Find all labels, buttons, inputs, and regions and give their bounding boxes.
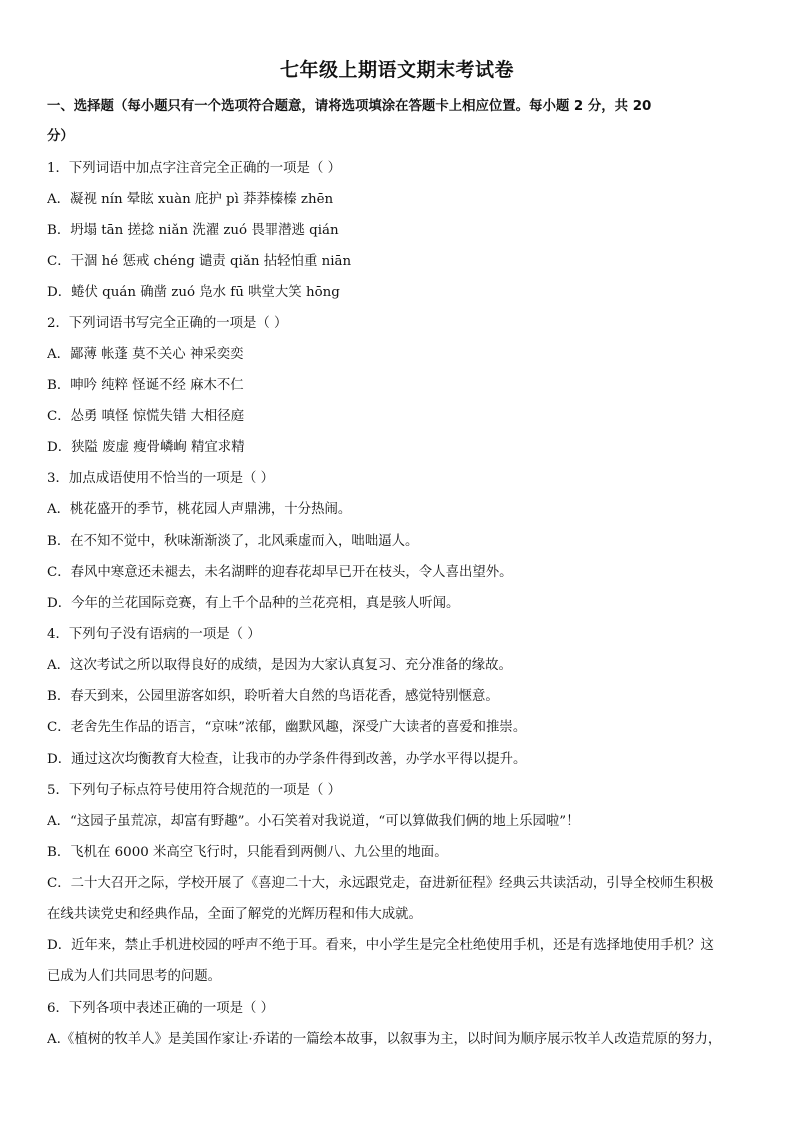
question-1-option-b: B．坍塌 tān 搓捻 niǎn 洗濯 zuó 畏罪潜逃 qián <box>47 223 339 238</box>
question-5-option-d: D．近年来，禁止手机进校园的呼声不绝于耳。看来，中小学生是完全杜绝使用手机，还是有选择地使用手机？这 <box>47 938 714 953</box>
question-4-option-d: D．通过这次均衡教育大检查，让我市的办学条件得到改善，办学水平得以提升。 <box>47 752 527 767</box>
question-2-option-c: C．怂勇 嗔怪 惊慌失错 大相径庭 <box>47 409 245 424</box>
question-1-option-c: C．干涸 hé 惩戒 chéng 谴责 qiǎn 拈轻怕重 niān <box>47 254 352 269</box>
question-4-option-c: C．老舍先生作品的语言，“京味”浓郁，幽默风趣，深受广大读者的喜爱和推崇。 <box>47 720 527 735</box>
question-4-option-a: A．这次考试之所以取得良好的成绩，是因为大家认真复习、充分准备的缘故。 <box>47 658 512 673</box>
question-2-option-b: B．呻吟 纯粹 怪诞不经 麻木不仁 <box>47 378 244 393</box>
page-title: 七年级上期语文期末考试卷 <box>279 59 514 81</box>
question-2-stem: 2．下列词语书写完全正确的一项是（ ） <box>47 316 288 331</box>
question-5-stem: 5．下列句子标点符号使用符合规范的一项是（ ） <box>47 783 341 798</box>
question-5-option-b: B．飞机在 6000 米高空飞行时，只能看到两侧八、九公里的地面。 <box>47 845 448 860</box>
question-1-stem: 1．下列词语中加点字注音完全正确的一项是（ ） <box>47 161 341 176</box>
question-5-option-a: A．“这园子虽荒凉，却富有野趣”。小石笑着对我说道，“可以算做我们俩的地上乐园啦”！ <box>47 814 580 829</box>
question-6-stem: 6．下列各项中表述正确的一项是（ ） <box>47 1001 275 1016</box>
question-2-option-d: D．狭隘 废虚 瘦骨嶙峋 精宜求精 <box>47 440 245 455</box>
question-4-option-b: B．春天到来，公园里游客如织，聆听着大自然的鸟语花香，感觉特别惬意。 <box>47 689 499 704</box>
question-3-option-a: A．桃花盛开的季节，桃花园人声鼎沸，十分热闹。 <box>47 502 352 517</box>
section-heading-line-1: 一、选择题（每小题只有一个选项符合题意，请将选项填涂在答题卡上相应位置。每小题 2 分，共 20 <box>47 99 652 114</box>
question-1-option-a: A．凝视 nín 晕眩 xuàn 庇护 pì 莽莽榛榛 zhēn <box>47 192 334 207</box>
question-3-stem: 3．加点成语使用不恰当的一项是（ ） <box>47 471 275 486</box>
section-heading-line-2: 分） <box>47 129 74 144</box>
question-6-option-a: A.《植树的牧羊人》是美国作家让·乔诺的一篇绘本故事，以叙事为主，以时间为顺序展示牧羊人改造荒原的努力， <box>47 1032 722 1047</box>
question-4-stem: 4．下列句子没有语病的一项是（ ） <box>47 627 261 642</box>
question-5-option-c: C．二十大召开之际，学校开展了《喜迎二十大，永远跟党走，奋进新征程》经典云共读活动，引导全校师生积极 <box>47 876 714 891</box>
question-5-option-d-cont: 已成为人们共同思考的问题。 <box>47 969 222 984</box>
question-3-option-c: C．春风中寒意还未褪去，未名湖畔的迎春花却早已开在枝头，令人喜出望外。 <box>47 565 513 580</box>
question-1-option-d: D．蜷伏 quán 确凿 zuó 凫水 fū 哄堂大笑 hōng <box>47 285 340 300</box>
question-3-option-b: B．在不知不觉中，秋味渐渐淡了，北风乘虚而入，咄咄逼人。 <box>47 534 419 549</box>
question-3-option-d: D．今年的兰花国际竞赛，有上千个品种的兰花亮相，真是骇人听闻。 <box>47 596 460 611</box>
question-5-option-c-cont: 在线共读党史和经典作品，全面了解党的光辉历程和伟大成就。 <box>47 907 422 922</box>
question-2-option-a: A．鄙薄 帐蓬 莫不关心 神采奕奕 <box>47 347 244 362</box>
